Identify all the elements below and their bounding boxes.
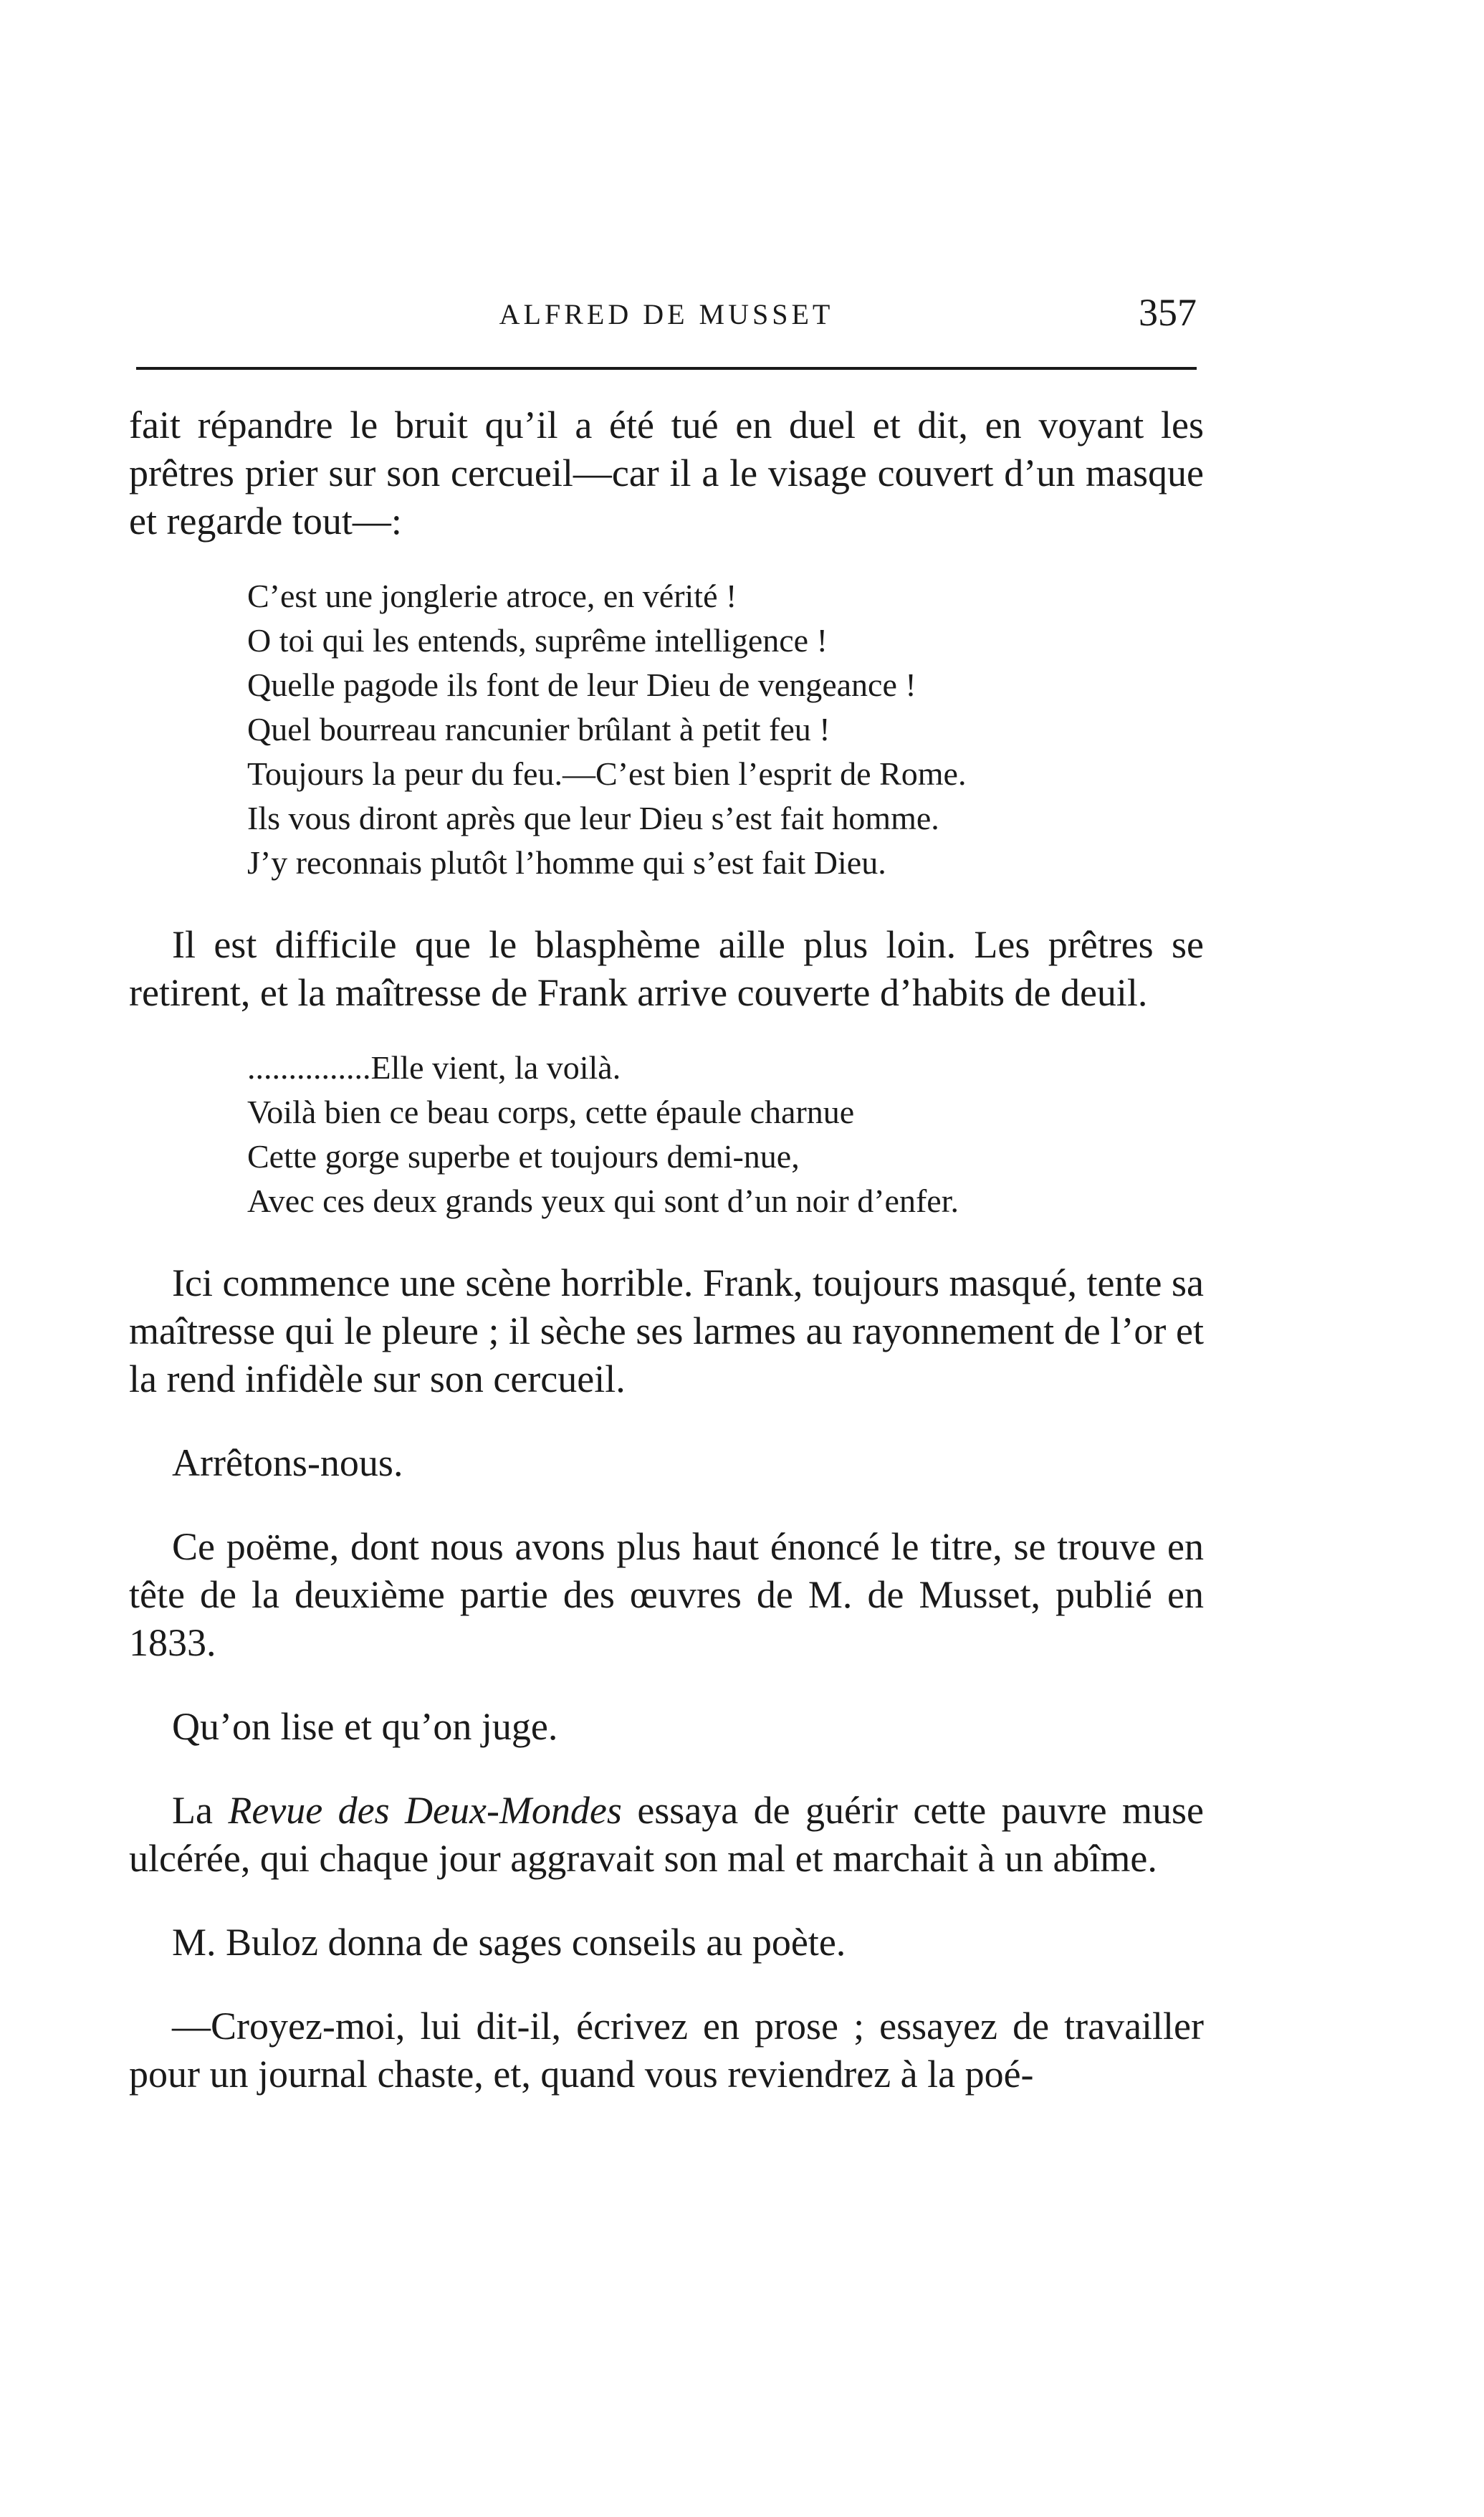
paragraph: Il est difficile que le blasphème aille plus loin. Les prêtres se retirent, et la maîtresse de Frank arrive couverte d’habits de deuil. — [129, 923, 1204, 1014]
verse-line: Voilà bien ce beau corps, cette épaule charnue — [247, 1094, 855, 1130]
running-title: ALFRED DE MUSSET — [499, 298, 834, 330]
verse-line: ...............Elle vient, la voilà. — [247, 1049, 621, 1086]
paragraph: Ici commence une scène horrible. Frank, toujours masqué, tente sa maîtresse qui le pleure ; il sèche ses larmes au rayonnement de l’or et la rend infidèle sur son cercueil. — [129, 1261, 1204, 1400]
verse-line: Toujours la peur du feu.—C’est bien l’esprit de Rome. — [247, 755, 967, 792]
text-run: essaya de guérir cette pauvre muse ulcérée, qui chaque jour aggravait son mal et marchait à un abîme. — [129, 1789, 1204, 1880]
paragraph: M. Buloz donna de sages conseils au poète. — [172, 1921, 846, 1964]
paragraph — [129, 1787, 1204, 1883]
verse-line: Cette gorge superbe et toujours demi-nue, — [247, 1138, 800, 1175]
paragraph: —Croyez-moi, lui dit-il, écrivez en prose ; essayez de travailler pour un journal chaste, et, quand vous reviendrez à la poé- — [129, 2005, 1204, 2096]
journal-title: Revue des Deux-Mondes — [228, 1789, 622, 1832]
verse-line: C’est une jonglerie atroce, en vérité ! — [247, 578, 737, 614]
text-run: La — [172, 1789, 229, 1832]
page-number: 357 — [1139, 291, 1197, 334]
verse-line: Quelle pagode ils font de leur Dieu de vengeance ! — [247, 667, 916, 703]
paragraph: Arrêtons-nous. — [172, 1441, 403, 1484]
verse-line: Quel bourreau rancunier brûlant à petit feu ! — [247, 711, 830, 748]
header-rule — [136, 367, 1197, 370]
verse-line: J’y reconnais plutôt l’homme qui s’est fait Dieu. — [247, 844, 886, 881]
running-head — [136, 290, 1197, 348]
verse-line: Avec ces deux grands yeux qui sont d’un noir d’enfer. — [247, 1183, 959, 1219]
verse-line: O toi qui les entends, suprême intelligence ! — [247, 622, 828, 659]
paragraph: fait répandre le bruit qu’il a été tué en duel et dit, en voyant les prêtres prier sur son cercueil—car il a le visage couvert d’un masque et regarde tout—: — [129, 403, 1204, 543]
body-text — [129, 401, 1204, 2098]
paragraph: Ce poëme, dont nous avons plus haut énoncé le titre, se trouve en tête de la deuxième partie des œuvres de M. de Musset, publié en 1833. — [129, 1525, 1204, 1664]
verse-block — [247, 574, 1204, 885]
verse-line: Ils vous diront après que leur Dieu s’est fait homme. — [247, 800, 939, 836]
verse-block — [247, 1046, 1204, 1223]
paragraph: Qu’on lise et qu’on juge. — [172, 1705, 558, 1748]
